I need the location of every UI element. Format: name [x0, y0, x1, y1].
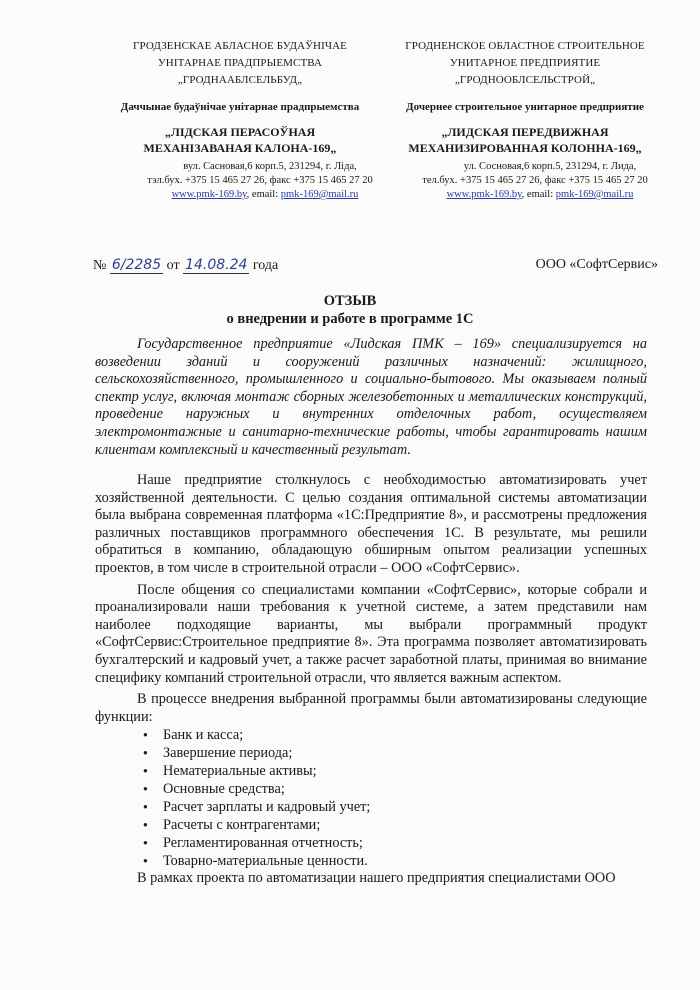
left-name-line1: „ЛІДСКАЯ ПЕРАСОЎНАЯ [164, 125, 316, 139]
right-subtitle: Дочернее строительное унитарное предприятие [406, 101, 644, 113]
left-email-label: , email: [246, 189, 281, 200]
left-org-line1: ГРОДЗЕНСКАЕ АБЛАСНОЕ БУДАЎНІЧАЕ [133, 40, 347, 52]
recipient: ООО «СофтСервис» [535, 257, 658, 272]
right-website-link[interactable]: www.pmk-169.by [446, 189, 522, 200]
right-address: ул. Сосновая,6 корп.5, 231294, г. Лида, [463, 161, 637, 172]
right-phone: тел.бух. +375 15 465 27 26, факс +375 15 465 27 20 [422, 175, 648, 186]
title-line1: ОТЗЫВ [323, 293, 377, 309]
left-email-link[interactable]: pmk-169@mail.ru [280, 189, 359, 200]
intro-paragraph: Государственное предприятие «Лидская ПМК – 169» специализируется на возведении зданий и сооружений различных назначений: жилищного, сельскохозяйственного, промышленного и социально-бытового. Мы оказываем полный спектр услуг, включая монтаж сборных железобетонных и металлических конструкций, проведение наружных и внутренних отделочных работ, осуществляем электромонтажные и санитарно-технические работы, чтобы гарантировать нашим клиентам комплексный и качественный результат. [95, 336, 647, 458]
left-subtitle: Даччынае будаўнічае унітарнае прадпрыемства [120, 101, 360, 113]
left-website-link[interactable]: www.pmk-169.by [171, 189, 247, 200]
reference-line [93, 257, 278, 274]
list-item: ● Завершение периода; [95, 744, 647, 762]
outgoing-number: 6/2285 [111, 257, 162, 273]
left-address: вул. Сасновая,6 корп.5, 231294, г. Ліда, [183, 161, 357, 172]
left-letterhead [90, 38, 390, 202]
year-label: года [252, 258, 279, 273]
right-org-line3: „ГРОДНООБЛСЕЛЬСТРОЙ„ [454, 74, 596, 86]
main-body [95, 472, 647, 892]
list-item: ● Товарно-материальные ценности. [95, 852, 647, 870]
left-name-line2: МЕХАНІЗАВАНАЯ КАЛОНА-169„ [143, 141, 337, 155]
right-letterhead [385, 38, 665, 202]
list-item: ● Банк и касса; [95, 726, 647, 744]
right-contacts [385, 188, 665, 202]
paragraph-3: В процессе внедрения выбранной программы были автоматизированы следующие функции: [95, 691, 647, 725]
title-line2: о внедрении и работе в программе 1С [226, 311, 474, 327]
list-item: ● Регламентированная отчетность; [95, 834, 647, 852]
paragraph-1: Наше предприятие столкнулось с необходимостью автоматизировать учет хозяйственной деятельности. С целью создания оптимальной системы автоматизации была выбрана современная платформа «1С:Предприятие 8», и рассмотрены предложения различных поставщиков программного обеспечения 1С. В результате, мы решили обратиться в компанию, обладающую обширным опытом реализации успешных проектов, в том числе в строительной отрасли – ООО «СофтСервис». [95, 472, 647, 576]
paragraph-2: После общения со специалистами компании «СофтСервис», которые собрали и проанализировали наши требования к учетной системе, а затем представили нам наиболее подходящие варианты, мы выбрали программный продукт «СофтСервис:Строительное предприятие 8». Эта программа позволяет автоматизировать бухгалтерский и кадровый учет, а также расчет заработной платы, принимая во внимание специфику компаний строительной отрасли, что является важным аспектом. [95, 581, 647, 686]
list-item: ● Расчет зарплаты и кадровый учет; [95, 798, 647, 816]
functions-list [95, 726, 647, 870]
right-name-line1: „ЛИДСКАЯ ПЕРЕДВИЖНАЯ [441, 125, 609, 139]
left-org-line2: УНІТАРНАЕ ПРАДПРЫЕМСТВА [157, 57, 323, 69]
right-email-label: , email: [521, 189, 556, 200]
number-label: № [93, 258, 107, 273]
date-from-label: от [166, 258, 180, 273]
right-email-link[interactable]: pmk-169@mail.ru [555, 189, 634, 200]
list-item: ● Нематериальные активы; [95, 762, 647, 780]
paragraph-4: В рамках проекта по автоматизации нашего предприятия специалистами ООО [137, 870, 616, 887]
right-org-line2: УНИТАРНОЕ ПРЕДПРИЯТИЕ [449, 57, 601, 69]
right-name-line2: МЕХАНИЗИРОВАННАЯ КОЛОННА-169„ [408, 141, 642, 155]
document-title [0, 292, 700, 328]
list-item: ● Основные средства; [95, 780, 647, 798]
right-org-line1: ГРОДНЕНСКОЕ ОБЛАСТНОЕ СТРОИТЕЛЬНОЕ [405, 40, 645, 52]
left-contacts [90, 188, 390, 202]
left-org-line3: „ГРОДНААБЛСЕЛЬБУД„ [177, 74, 303, 86]
letter-date: 14.08.24 [185, 257, 248, 273]
left-phone: тэл.бух. +375 15 465 27 26, факс +375 15 465 27 20 [147, 175, 373, 186]
list-item: ● Расчеты с контрагентами; [95, 816, 647, 834]
